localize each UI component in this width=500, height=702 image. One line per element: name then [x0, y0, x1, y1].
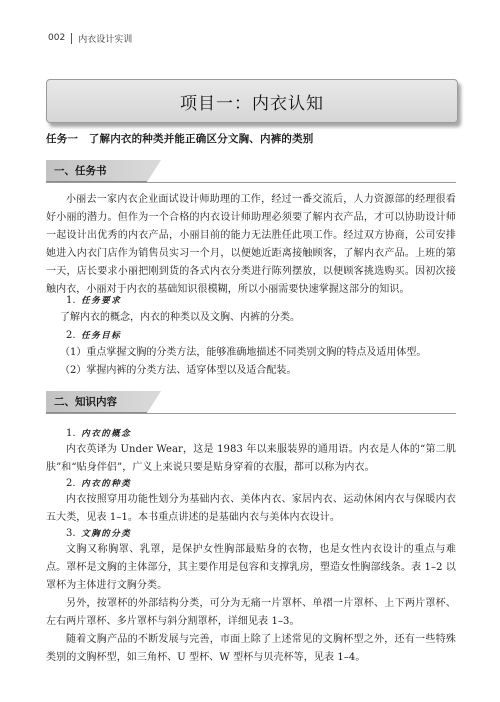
item-number: 1.: [66, 295, 76, 306]
knowledge-heading-2: [66, 477, 131, 491]
knowledge-heading-1: [66, 427, 131, 441]
knowledge-paragraph-5: 随着文胸产品的不断发展与完善，市面上除了上述常见的文胸杯型之外，还有一些特殊类别的文胸杯型，如三角杯、U 型杯、W 型杯与贝壳杯等，见表 1–4。: [46, 634, 456, 663]
intro-paragraph: 小丽去一家内衣企业面试设计师助理的工作，经过一番交流后，人力资源部的经理很看好小丽的潜力。但作为一个合格的内衣设计师助理必须要了解内衣产品，才可以协助设计师一起设计出优秀的内衣产品，小丽目前的能力无法胜任此项工作。经过双方协商，公司安排她进入内衣门店作为销售员实习一个月，以便她近距离接触顾客，了解内衣产品。上班的第一天，店长要求小丽把刚到货的各式内衣分类进行陈列摆放，以便顾客挑选购买。因初次接触内衣，小丽对于内衣的基础知识很模糊，所以小丽需要快速掌握这部分的知识。: [46, 194, 456, 295]
requirement-text: 了解内衣的概念，内衣的种类以及文胸、内裤的分类。: [60, 312, 300, 323]
knowledge-paragraph-4: 另外，按罩杯的外部结构分类，可分为无痛一片罩杯、单褶一片罩杯、上下两片罩杯、左右两片罩杯、多片罩杯与斜分割罩杯，详细见表 1–3。: [46, 598, 456, 627]
item-number: 2.: [66, 330, 76, 341]
project-banner: [46, 79, 458, 123]
task-title: 任务一 了解内衣的种类并能正确区分文胸、内裤的类别: [46, 133, 314, 145]
section-rule: [46, 413, 456, 414]
item-number: 3.: [66, 528, 76, 539]
item-title: 任务要求: [81, 296, 122, 306]
page-header: [48, 31, 132, 45]
item-title: 任务目标: [81, 331, 122, 341]
book-title: 内衣设计实训: [78, 34, 133, 45]
goal-item-2: （2）掌握内裤的分类方法、适穿体型以及适合配装。: [60, 365, 297, 376]
knowledge-paragraph-3: 文胸又称胸罩、乳罩，是保护女性胸部最贴身的衣物，也是女性内衣设计的重点与难点。罩杯是文胸的主体部分，其主要作用是包容和支撑乳房，塑造女性胸部线条。表 1–2 以罩杯为主体进行文胸分类。: [46, 544, 456, 591]
requirement-heading: [66, 294, 121, 308]
header-divider: [71, 33, 72, 44]
knowledge-paragraph-2: 内衣按照穿用功能性划分为基础内衣、美体内衣、家居内衣、运动休闲内衣与保暖内衣五大类，见表 1–1。本书重点讲述的是基础内衣与美体内衣设计。: [46, 494, 456, 523]
section-heading-task-book: [46, 160, 147, 182]
knowledge-paragraph-1: 内衣英译为 Under Wear，这是 1983 年以来服装界的通用语。内衣是人体的“第二肌肤”和“贴身伴侣”，广义上来说只要是贴身穿着的衣服，都可以称为内衣。: [46, 444, 456, 473]
goal-heading: [66, 329, 121, 343]
knowledge-heading-3: [66, 527, 131, 541]
page-number: 002: [48, 33, 66, 43]
section-heading-knowledge: [46, 391, 147, 413]
section-label: 二、知识内容: [54, 396, 117, 408]
item-title: 内衣的概念: [81, 429, 132, 439]
item-title: 内衣的种类: [81, 479, 132, 489]
section-rule: [46, 182, 456, 183]
goal-item-1: （1）重点掌握文胸的分类方法，能够准确地描述不同类别文胸的特点及适用体型。: [60, 347, 427, 358]
project-title: 项目一：内衣认知: [180, 93, 324, 114]
item-title: 文胸的分类: [81, 529, 132, 539]
item-number: 1.: [66, 428, 76, 439]
section-label: 一、任务书: [54, 165, 107, 177]
item-number: 2.: [66, 478, 76, 489]
